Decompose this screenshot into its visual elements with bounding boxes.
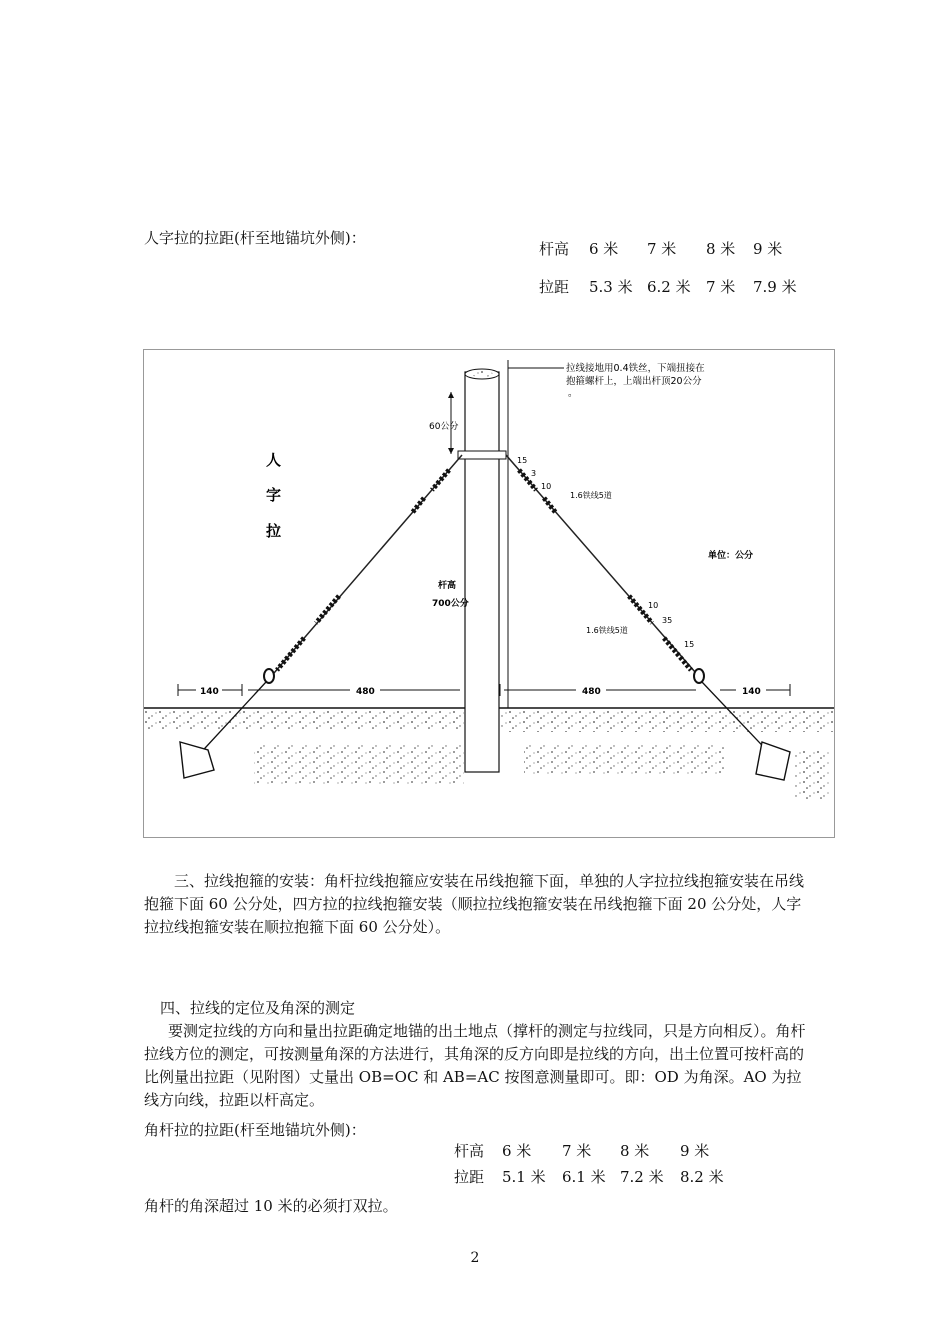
right-thimble xyxy=(694,669,704,683)
pole-top-fill xyxy=(471,371,493,377)
cell: 7 米 xyxy=(562,1142,592,1160)
bottom-table-row-height xyxy=(454,1140,754,1164)
note-line-1: 拉线接地用0.4铁丝，下端扭接在 xyxy=(566,363,705,374)
dim60-arrow-bottom xyxy=(448,448,454,454)
page-number: 2 xyxy=(470,1250,480,1266)
cell: 6 米 xyxy=(589,240,619,258)
soil-left-deep xyxy=(254,745,464,785)
seg-bottom-1: 10 xyxy=(648,601,659,610)
wire-label-bottom: 1.6铁线5道 xyxy=(586,626,628,635)
right-anchor xyxy=(756,742,790,780)
cell: 8.2 米 xyxy=(680,1168,724,1186)
cell: 9 米 xyxy=(680,1142,710,1160)
soil-right-corner xyxy=(794,750,829,800)
left-wrap-lower xyxy=(316,596,339,623)
cell: 杆高 xyxy=(539,240,570,258)
pole-label-1: 杆高 xyxy=(438,581,457,591)
final-line: 角杆的角深超过 10 米的必须打双拉。 xyxy=(144,1197,398,1215)
cell: 9 米 xyxy=(753,240,783,258)
paragraph-4: 要测定拉线的方向和量出拉距确定地锚的出土地点（撑杆的测定与拉线同，只是方向相反）。角杆拉线方位的测定，可按测量角深的方法进行，其角深的反方向即是拉线的方向，出土位置可按杆高的比例量出拉距（见附图）丈量出 OB=OC 和 AB=AC 按图意测量即可。即：OD 为角深。AO 为拉线方向线，拉距以杆高定。 xyxy=(144,1022,806,1109)
label-zi: 字 xyxy=(266,486,282,504)
cell: 拉距 xyxy=(454,1168,485,1186)
top-section-title: 人字拉的拉距(杆至地锚坑外侧)： xyxy=(144,229,366,247)
label-ren: 人 xyxy=(266,451,282,469)
cell: 7 米 xyxy=(647,240,677,258)
seg-top-1: 15 xyxy=(517,456,528,465)
label-la: 拉 xyxy=(266,522,282,540)
clamp xyxy=(458,451,506,459)
dim-left-480: 480 xyxy=(356,687,375,697)
top-table-row-distance xyxy=(539,276,839,300)
soil-left xyxy=(144,710,464,730)
cell: 8 米 xyxy=(706,240,736,258)
top-table-row-height xyxy=(539,238,839,262)
left-thimble xyxy=(264,669,274,683)
cell: 6.2 米 xyxy=(647,278,691,296)
soil-right-deep xyxy=(524,745,724,775)
cell: 6 米 xyxy=(502,1142,532,1160)
cell: 杆高 xyxy=(454,1142,485,1160)
bottom-table-row-distance xyxy=(454,1166,754,1190)
dim-right-140: 140 xyxy=(742,687,761,697)
pole xyxy=(465,372,499,772)
cell: 7.9 米 xyxy=(753,278,797,296)
dim-right-480: 480 xyxy=(582,687,601,697)
cell: 7.2 米 xyxy=(620,1168,664,1186)
dim60-label: 60公分 xyxy=(429,422,459,432)
cell: 拉距 xyxy=(539,278,570,296)
note-line-2: 抱箍螺杆上，上端出杆顶20公分 xyxy=(566,376,702,387)
cell: 5.3 米 xyxy=(589,278,633,296)
cell: 5.1 米 xyxy=(502,1168,546,1186)
cell: 8 米 xyxy=(620,1142,650,1160)
section-4-title: 四、拉线的定位及角深的测定 xyxy=(160,999,356,1017)
seg-bottom-3: 15 xyxy=(684,640,695,649)
unit-label: 单位：公分 xyxy=(708,551,754,561)
cell: 7 米 xyxy=(706,278,736,296)
wire-label-top: 1.6铁线5道 xyxy=(570,491,612,500)
dim60-arrow-top xyxy=(448,392,454,398)
seg-bottom-2: 35 xyxy=(662,616,673,625)
pole-label-2: 700公分 xyxy=(432,599,469,609)
seg-top-3: 10 xyxy=(541,482,552,491)
guy-wire-diagram xyxy=(143,349,835,838)
note-line-3: 。 xyxy=(568,388,578,399)
soil-right xyxy=(500,710,834,732)
left-wrap-bottom xyxy=(277,638,304,670)
paragraph-3: 三、拉线抱箍的安装：角杆拉线抱箍应安装在吊线抱箍下面，单独的人字拉拉线抱箍安装在吊线抱箍下面 60 公分处，四方拉的拉线抱箍安装（顺拉拉线抱箍安装在吊线抱箍下面 20 公分处，人字拉拉线抱箍安装在顺拉抱箍下面 60 公分处）。 xyxy=(144,872,805,936)
cell: 6.1 米 xyxy=(562,1168,606,1186)
bottom-section-title: 角杆拉的拉距(杆至地锚坑外侧)： xyxy=(144,1121,366,1139)
seg-top-2: 3 xyxy=(531,469,537,478)
dim-left-140: 140 xyxy=(200,687,219,697)
left-anchor xyxy=(180,742,214,778)
